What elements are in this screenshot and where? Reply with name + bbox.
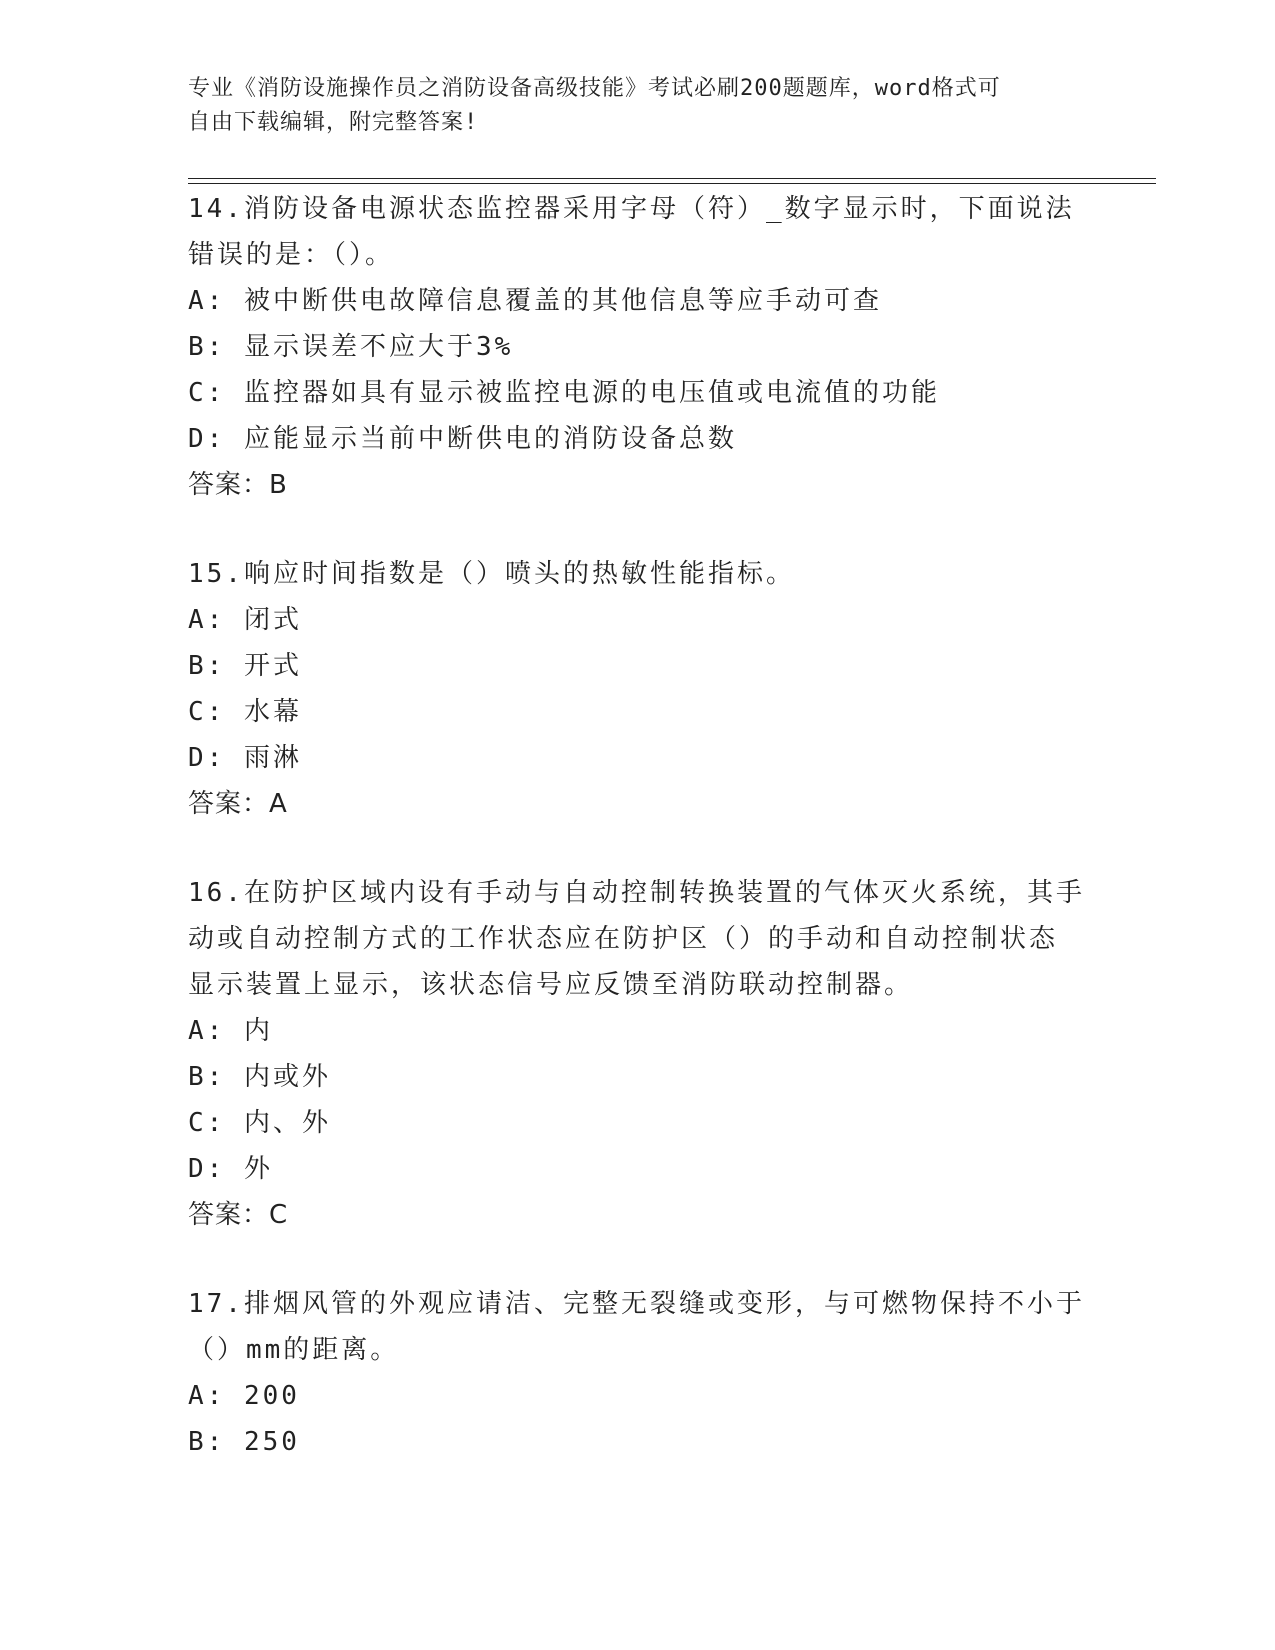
option-a: A: 200 [188,1381,300,1411]
question-stem-line: 14.消防设备电源状态监控器采用字母（符）_数字显示时，下面说法 [188,194,1075,224]
question-stem-line: 16.在防护区域内设有手动与自动控制转换装置的气体灭火系统，其手 [188,878,1085,908]
answer-line: 答案：C [188,1200,289,1230]
option-b: B: 内或外 [188,1062,331,1092]
question-stem-line: 17.排烟风管的外观应请洁、完整无裂缝或变形，与可燃物保持不小于 [188,1289,1085,1319]
option-c: C: 内、外 [188,1108,331,1138]
question-17 [188,1281,1088,1465]
question-15 [188,551,1088,827]
question-14 [188,186,1088,508]
answer-line: 答案：A [188,789,288,819]
question-stem-line: 显示装置上显示，该状态信号应反馈至消防联动控制器。 [188,970,914,1000]
option-d: D: 雨淋 [188,743,302,773]
question-list [188,186,1088,1465]
question-stem-line: （）mm的距离。 [188,1335,400,1365]
question-stem-line: 15.响应时间指数是（）喷头的热敏性能指标。 [188,559,795,589]
option-c: C: 水幕 [188,697,302,727]
option-b: B: 开式 [188,651,302,681]
option-b: B: 显示误差不应大于3% [188,332,514,362]
option-d: D: 外 [188,1154,273,1184]
option-a: A: 内 [188,1016,273,1046]
question-16 [188,870,1088,1238]
question-stem-line: 错误的是：（）。 [188,240,395,270]
option-c: C: 监控器如具有显示被监控电源的电压值或电流值的功能 [188,378,940,408]
option-a: A: 被中断供电故障信息覆盖的其他信息等应手动可查 [188,286,882,316]
header-rule-bottom [188,183,1156,184]
option-a: A: 闭式 [188,605,302,635]
option-d: D: 应能显示当前中断供电的消防设备总数 [188,424,737,454]
document-header: 专业《消防设施操作员之消防设备高级技能》考试必刷200题题库，word格式可 自由下载编辑，附完整答案! [188,76,1001,135]
header-rule-top [188,178,1156,179]
answer-line: 答案：B [188,470,288,500]
option-b: B: 250 [188,1427,300,1457]
question-stem-line: 动或自动控制方式的工作状态应在防护区（）的手动和自动控制状态 [188,924,1059,954]
